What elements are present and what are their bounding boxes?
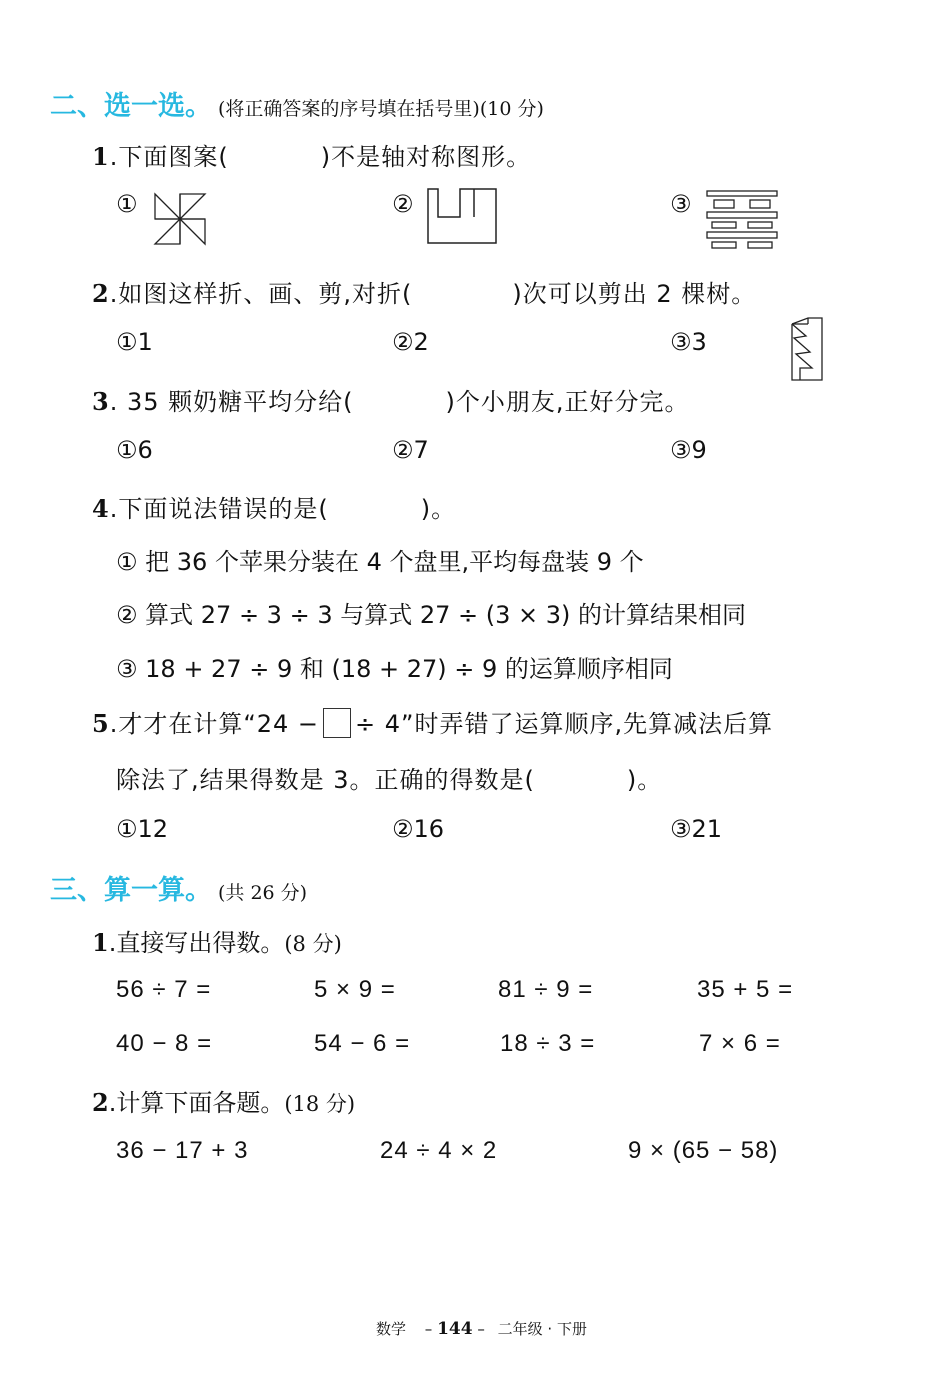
section-3-note: (共 26 分) <box>218 882 308 904</box>
question-5 <box>92 704 773 739</box>
footer-subject: 数学 <box>376 1320 407 1338</box>
subsection-text: .计算下面各题。 <box>108 1089 285 1117</box>
q5-option-1: ①12 <box>116 815 169 843</box>
question-text: )。 <box>626 766 663 794</box>
question-text: .如图这样折、画、剪,对折( <box>109 280 413 308</box>
question-text: 除法了,结果得数是 3。正确的得数是( <box>116 766 535 794</box>
question-text: )个小朋友,正好分完。 <box>445 388 690 416</box>
q4-statement-1: ① 把 36 个苹果分装在 4 个盘里,平均每盘装 9 个 <box>116 548 644 576</box>
question-5-line-2 <box>116 760 662 795</box>
q4-statement-3: ③ 18 + 27 ÷ 9 和 (18 + 27) ÷ 9 的运算顺序相同 <box>116 655 673 683</box>
question-text: . 35 颗奶糖平均分给( <box>109 388 354 416</box>
question-text: )。 <box>420 495 457 523</box>
notched-square-figure <box>426 187 498 245</box>
subsection-1 <box>92 923 342 958</box>
q3-option-3: ③9 <box>670 436 707 464</box>
q2-option-1: ①1 <box>116 328 153 356</box>
q5-option-3: ③21 <box>670 815 723 843</box>
question-text: .下面图案( <box>109 143 229 171</box>
mental-math-item: 7 × 6 = <box>699 1030 781 1057</box>
question-text: .才才在计算“24 − <box>109 710 320 738</box>
q1-option-3-label: ③ <box>670 190 692 218</box>
mental-math-item: 35 + 5 = <box>697 976 794 1003</box>
q3-option-1: ①6 <box>116 436 153 464</box>
calc-item: 36 − 17 + 3 <box>116 1137 249 1164</box>
q4-statement-2: ② 算式 27 ÷ 3 ÷ 3 与算式 27 ÷ (3 × 3) 的计算结果相同 <box>116 601 747 629</box>
question-text: )不是轴对称图形。 <box>320 143 532 171</box>
subsection-2 <box>92 1083 355 1118</box>
question-1 <box>92 137 531 172</box>
subsection-number: 2 <box>92 1088 109 1117</box>
subsection-number: 1 <box>92 928 109 957</box>
question-number: 5 <box>92 709 110 738</box>
mental-math-item: 81 ÷ 9 = <box>498 976 594 1003</box>
pinwheel-figure <box>150 189 210 249</box>
section-2-note: (将正确答案的序号填在括号里)(10 分) <box>218 98 544 120</box>
question-number: 3 <box>92 387 110 416</box>
q1-option-1-label: ① <box>116 190 138 218</box>
question-4 <box>92 489 456 524</box>
q2-option-2: ②2 <box>392 328 429 356</box>
section-2-title: 二、选一选。 <box>50 91 212 122</box>
subsection-points: (8 分) <box>284 932 342 956</box>
calc-item: 24 ÷ 4 × 2 <box>380 1137 498 1164</box>
question-number: 2 <box>92 279 110 308</box>
mental-math-item: 18 ÷ 3 = <box>500 1030 596 1057</box>
question-number: 4 <box>92 494 110 523</box>
q3-option-2: ②7 <box>392 436 429 464</box>
question-text: .下面说法错误的是( <box>109 495 329 523</box>
q2-option-3: ③3 <box>670 328 707 356</box>
question-number: 1 <box>92 142 110 171</box>
question-text: )次可以剪出 2 棵树。 <box>512 280 757 308</box>
question-text: ÷ 4”时弄错了运算顺序,先算减法后算 <box>355 710 774 738</box>
subsection-points: (18 分) <box>284 1092 356 1116</box>
section-2-heading <box>50 84 544 123</box>
mental-math-item: 5 × 9 = <box>314 976 396 1003</box>
mental-math-item: 56 ÷ 7 = <box>116 976 212 1003</box>
mental-math-item: 54 − 6 = <box>314 1030 411 1057</box>
unknown-number-box <box>323 708 351 738</box>
mental-math-item: 40 − 8 = <box>116 1030 213 1057</box>
q1-option-2-label: ② <box>392 190 414 218</box>
page-number: 144 <box>437 1319 473 1339</box>
double-happiness-figure <box>704 188 780 250</box>
calc-item: 9 × (65 − 58) <box>628 1137 779 1164</box>
footer-grade: 二年级 · 下册 <box>497 1320 587 1338</box>
q5-option-2: ②16 <box>392 815 445 843</box>
section-3-heading <box>50 868 307 907</box>
subsection-text: .直接写出得数。 <box>108 929 285 957</box>
folded-paper-tree-figure <box>788 316 828 384</box>
question-2 <box>92 274 756 309</box>
page-footer: 数学 – 144 – 二年级 · 下册 <box>376 1319 587 1339</box>
section-3-title: 三、算一算。 <box>50 875 212 906</box>
question-3 <box>92 382 690 417</box>
